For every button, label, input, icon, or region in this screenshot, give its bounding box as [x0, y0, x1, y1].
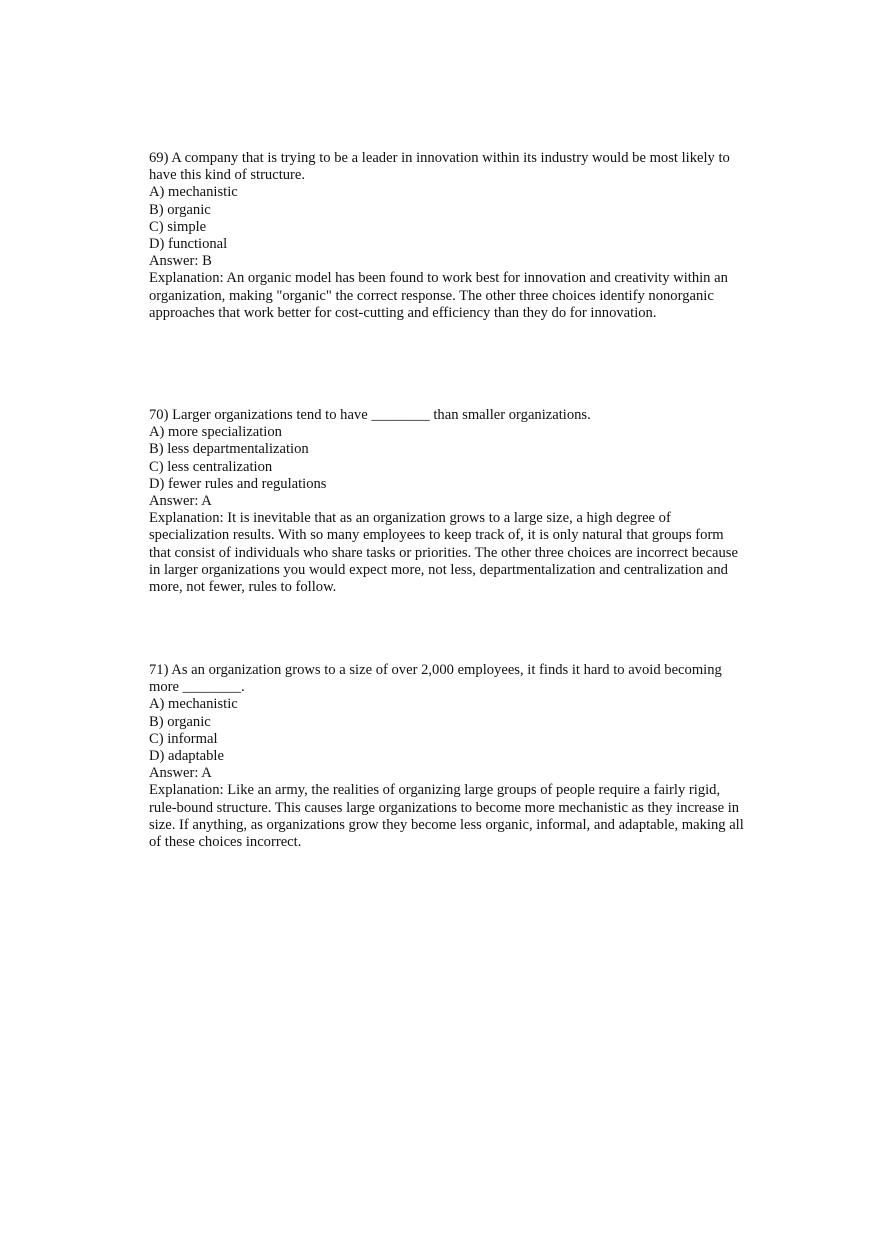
option-d: D) fewer rules and regulations — [149, 475, 327, 492]
option-b: B) organic — [149, 713, 211, 730]
question-stem: 70) Larger organizations tend to have ________ than smaller organizations. — [149, 407, 591, 423]
option-a: A) more specialization — [149, 424, 282, 441]
option-a: A) mechanistic — [149, 184, 238, 201]
option-a: A) mechanistic — [149, 696, 238, 713]
explanation: Explanation: Like an army, the realities of organizing large groups of people require a fairly rigid, rule-bound structure. This causes large organizations to become more mechanistic as they increase in size. If anything, as organizations grow they become less organic, informal, and adaptable, making all of these choices incorrect. — [149, 782, 744, 851]
question-70 — [149, 407, 749, 596]
answer-line: Answer: B — [149, 253, 212, 270]
question-stem: 71) As an organization grows to a size of over 2,000 employees, it finds it hard to avoid becoming more ________. — [149, 662, 722, 696]
explanation: Explanation: An organic model has been found to work best for innovation and creativity within an organization, making "organic" the correct response. The other three choices identify nonorganic approaches that work better for cost-cutting and efficiency than they do for innovation. — [149, 270, 728, 321]
option-d: D) functional — [149, 236, 228, 253]
option-b: B) organic — [149, 201, 211, 218]
explanation: Explanation: It is inevitable that as an organization grows to a large size, a high degree of specialization results. With so many employees to keep track of, it is only natural that groups form that consist of individuals who share tasks or priorities. The other three choices are incorrect because in larger organizations you would expect more, not less, departmentalization and centralization and more, not fewer, rules to follow. — [149, 510, 738, 596]
answer-line: Answer: A — [149, 765, 212, 782]
option-c: C) informal — [149, 730, 218, 747]
option-c: C) simple — [149, 218, 207, 235]
question-stem: 69) A company that is trying to be a leader in innovation within its industry would be most likely to have this kind of structure. — [149, 150, 730, 184]
option-b: B) less departmentalization — [149, 441, 309, 458]
answer-line: Answer: A — [149, 493, 212, 510]
question-69 — [149, 150, 749, 322]
option-d: D) adaptable — [149, 748, 224, 765]
option-c: C) less centralization — [149, 458, 273, 475]
question-71 — [149, 662, 749, 851]
